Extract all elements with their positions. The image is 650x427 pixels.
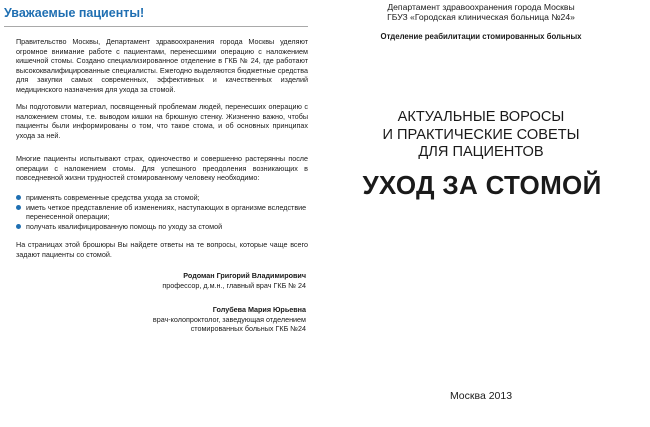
signature-block-head — [153, 305, 306, 334]
department-name: Отделение реабилитации стомированных больных — [380, 32, 582, 41]
heading-divider — [4, 26, 308, 27]
org-hospital-line: ГБУЗ «Городская клиническая больница №24» — [387, 12, 575, 22]
subtitle-line: И ПРАКТИЧЕСКИЕ СОВЕТЫ — [382, 127, 580, 143]
list-item-text: иметь четкое представление об изменениях, наступающих в организме вследствие перенесенной операции; — [26, 202, 307, 222]
bullet-icon — [16, 224, 21, 229]
list-item — [16, 193, 308, 203]
list-item — [16, 222, 308, 232]
org-department-line: Департамент здравоохранения города Москвы — [387, 2, 575, 12]
list-item — [16, 203, 308, 222]
closing-paragraph: На страницах этой брошюры Вы найдете ответы на те вопросы, которые чаще всего задают пациенты со стомой. — [16, 240, 308, 259]
signature-position: профессор, д.м.н., главный врач ГКБ № 24 — [162, 280, 306, 290]
greeting-heading: Уважаемые пациенты! — [4, 6, 145, 20]
subtitle-line: АКТУАЛЬНЫЕ ВОРОСЫ — [397, 109, 565, 125]
city-year: Москва 2013 — [449, 390, 513, 402]
signature-position: врач-колопроктолог, заведующая отделением — [152, 314, 306, 324]
signature-position: стомированных больных ГКБ №24 — [190, 324, 306, 334]
bullet-icon — [16, 205, 21, 210]
list-item-text: получать квалифицированную помощь по уходу за стомой — [26, 221, 223, 231]
left-page — [0, 0, 322, 427]
brochure-title: УХОД ЗА СТОМОЙ — [362, 170, 602, 200]
list-item-text: применять современные средства ухода за стомой; — [26, 193, 200, 202]
signature-block-chief — [162, 271, 306, 290]
material-paragraph: Мы подготовили материал, посвященный проблемам людей, перенесших операцию с наложением стомы, т.е. выводом кишки на брюшную стенку. Жизненно важно, чтобы пациенты были информированы о том, что такое стома, и об основных принципах ухода за ней. — [16, 102, 308, 140]
signature-name: Голубева Мария Юрьевна — [212, 305, 306, 314]
needs-paragraph: Многие пациенты испытывают страх, одиночество и совершенно растерянны после операции с наложением стомы. Для успешного преодоления возникающих в повседневной жизни трудностей стомированному человеку необходимо: — [16, 154, 308, 183]
subtitle-line: ДЛЯ ПАЦИЕНТОВ — [418, 144, 544, 160]
signature-name: Родоман Григорий Владимирович — [183, 271, 306, 280]
bullet-icon — [16, 195, 21, 200]
right-page-cover — [322, 0, 650, 427]
intro-paragraph: Правительство Москвы, Департамент здравоохранения города Москвы уделяют огромное внимание работе с пациентами, перенесшими операцию с наложением кишечной стомы. Создано специализированное отделение в ГКБ № 24, где работают высококвалифицированные специалисты. Ежегодно выделяются бюджетные средства для закупки самых современных, эффективных и качественных изделий медицинского назначения для ухода за стомой. — [16, 37, 308, 94]
needs-list — [16, 193, 308, 231]
